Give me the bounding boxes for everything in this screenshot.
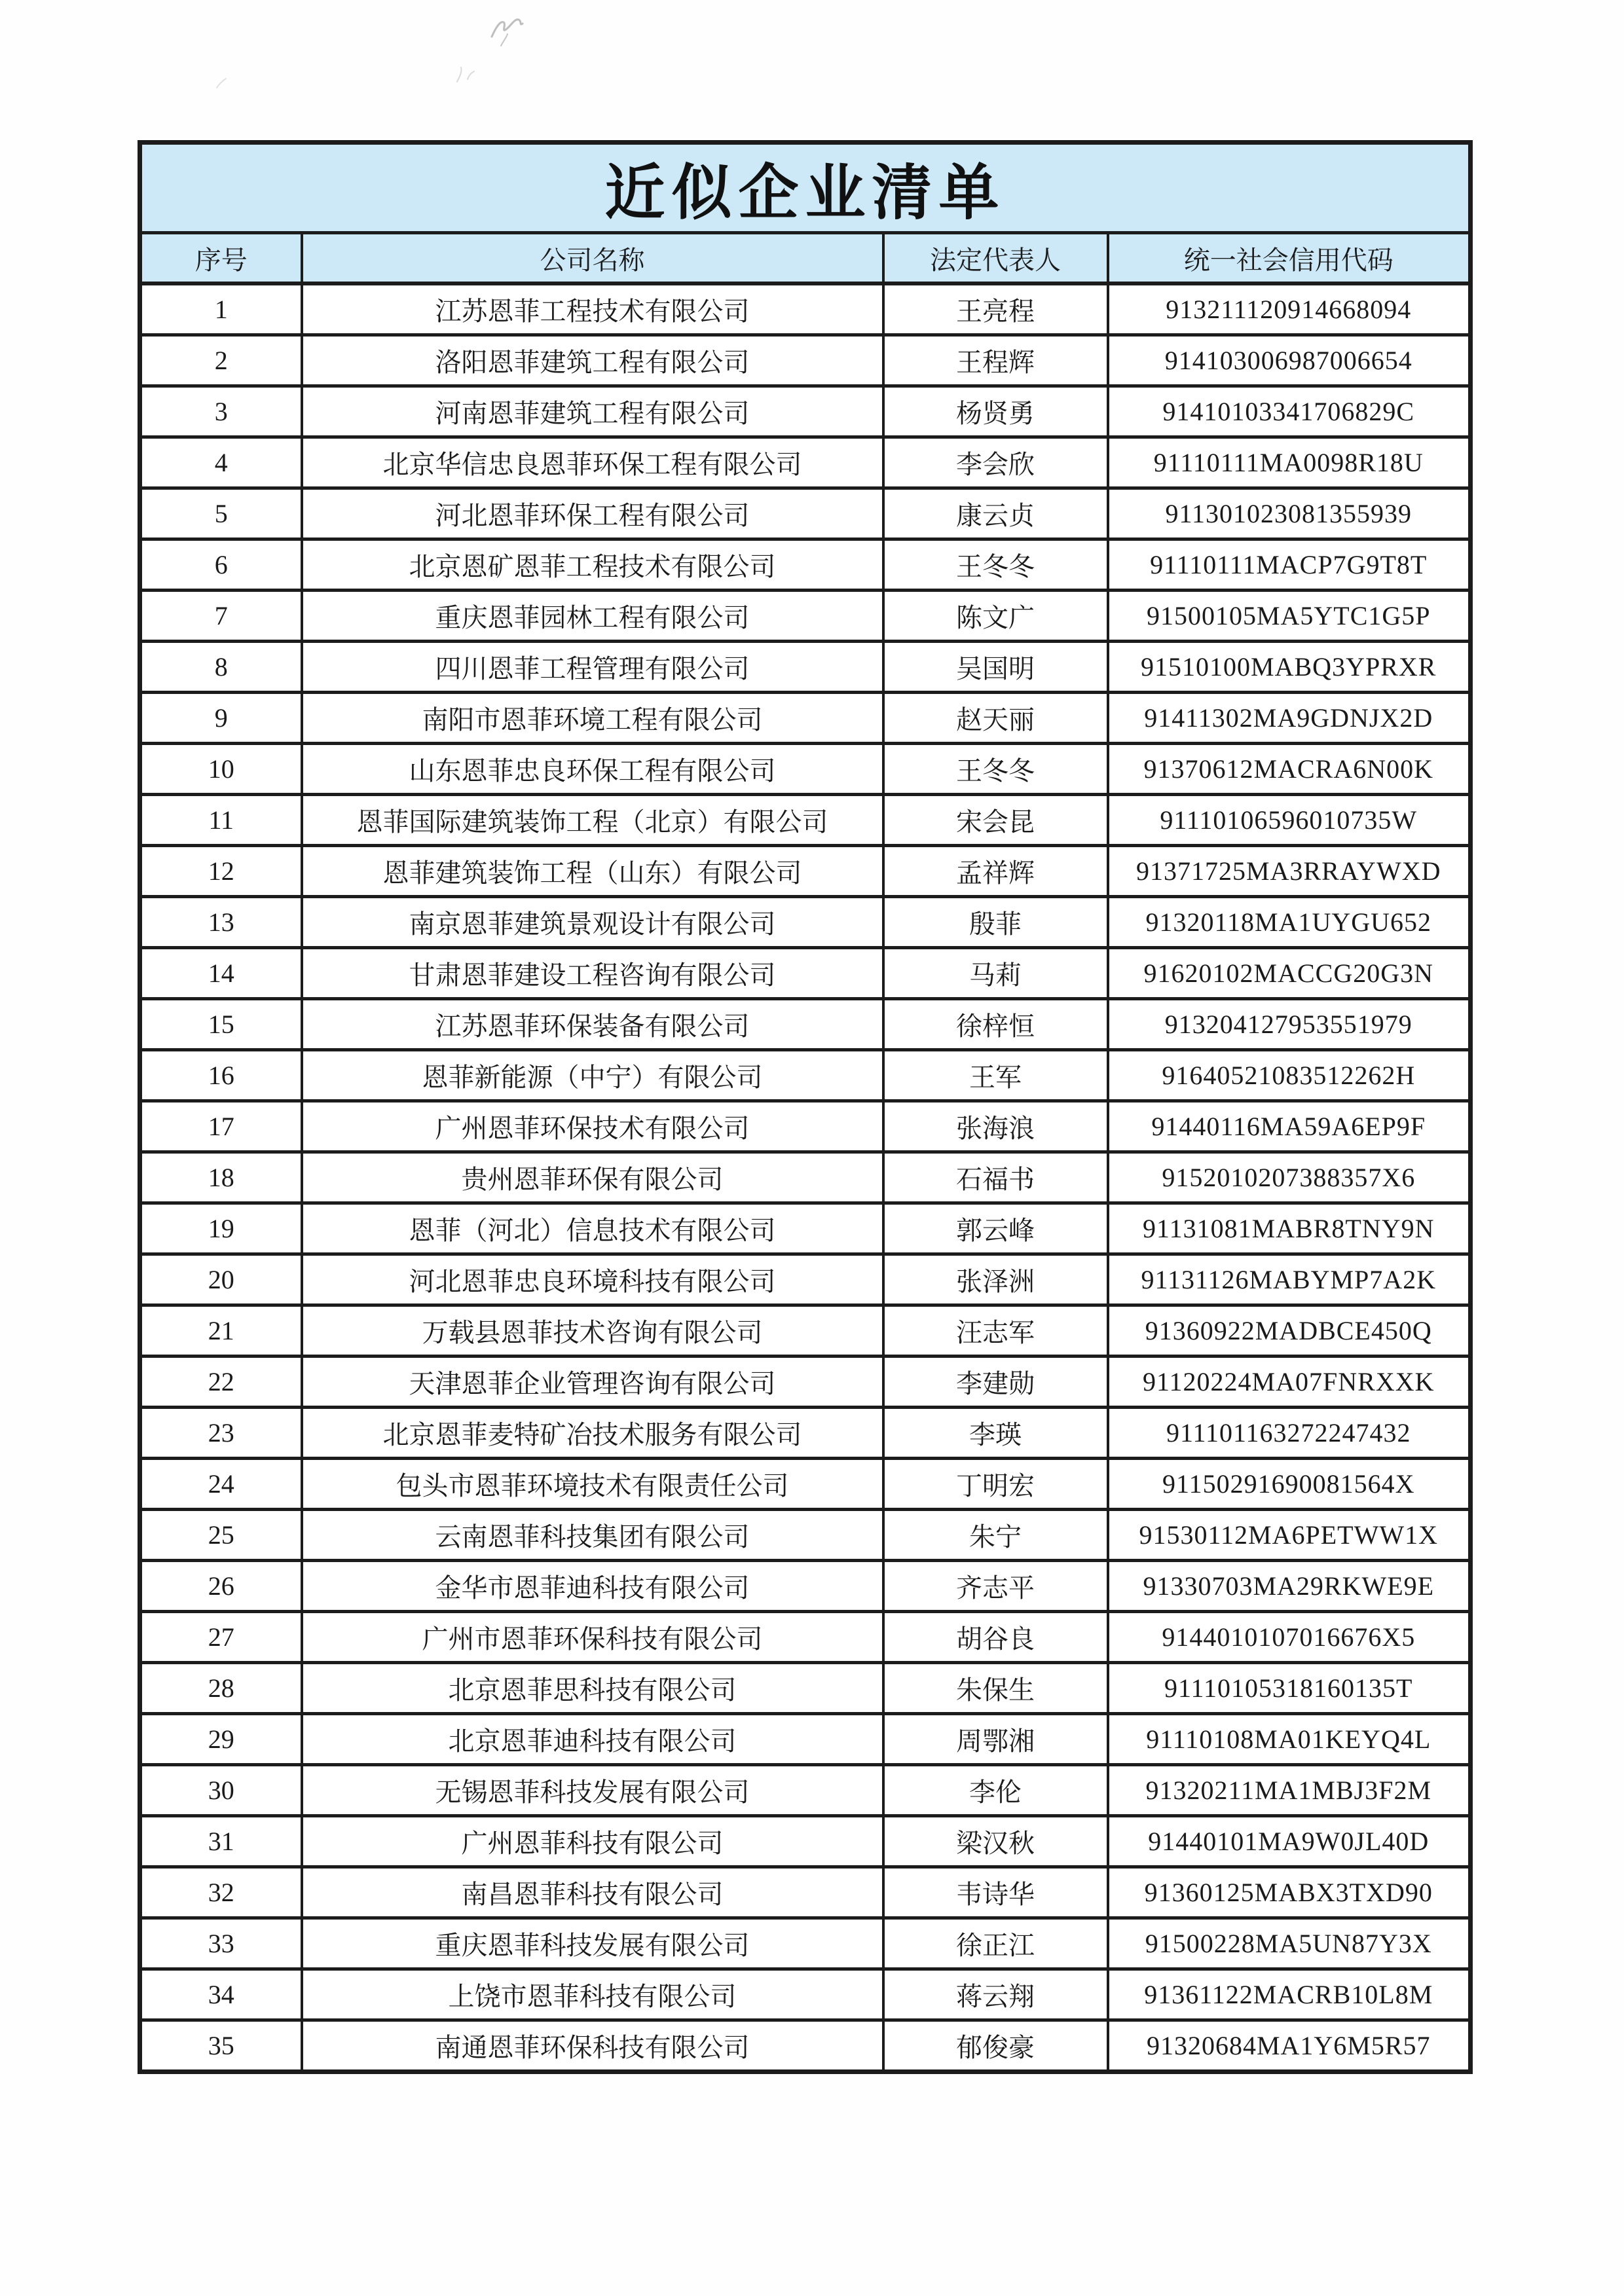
cell-credit-code: 91360922MADBCE450Q	[1108, 1305, 1471, 1357]
cell-company: 山东恩菲忠良环保工程有限公司	[302, 744, 883, 795]
table-body	[140, 283, 1471, 2072]
table-row	[140, 1357, 1471, 1408]
cell-credit-code: 91370612MACRA6N00K	[1108, 744, 1471, 795]
cell-serial: 28	[140, 1663, 302, 1714]
cell-legal-rep: 赵天丽	[883, 693, 1108, 744]
cell-legal-rep: 石福书	[883, 1152, 1108, 1203]
cell-credit-code: 91371725MA3RRAYWXD	[1108, 846, 1471, 897]
table-row	[140, 999, 1471, 1050]
table-row	[140, 1408, 1471, 1459]
table-row	[140, 1765, 1471, 1816]
cell-credit-code: 91360125MABX3TXD90	[1108, 1867, 1471, 1918]
table-row	[140, 1254, 1471, 1305]
cell-legal-rep: 朱保生	[883, 1663, 1108, 1714]
cell-serial: 30	[140, 1765, 302, 1816]
cell-company: 北京华信忠良恩菲环保工程有限公司	[302, 437, 883, 488]
table-row	[140, 1918, 1471, 1969]
cell-credit-code: 9144010107016676X5	[1108, 1612, 1471, 1663]
cell-serial: 35	[140, 2020, 302, 2072]
table-row	[140, 1459, 1471, 1510]
cell-serial: 4	[140, 437, 302, 488]
cell-legal-rep: 郭云峰	[883, 1203, 1108, 1254]
cell-serial: 10	[140, 744, 302, 795]
cell-legal-rep: 朱宁	[883, 1510, 1108, 1561]
cell-serial: 5	[140, 488, 302, 539]
cell-legal-rep: 张泽洲	[883, 1254, 1108, 1305]
cell-company: 北京恩菲迪科技有限公司	[302, 1714, 883, 1765]
table-row	[140, 1561, 1471, 1612]
cell-credit-code: 91500228MA5UN87Y3X	[1108, 1918, 1471, 1969]
cell-credit-code: 91330703MA29RKWE9E	[1108, 1561, 1471, 1612]
cell-credit-code: 91500105MA5YTC1G5P	[1108, 591, 1471, 642]
cell-serial: 23	[140, 1408, 302, 1459]
cell-serial: 12	[140, 846, 302, 897]
cell-legal-rep: 周鄂湘	[883, 1714, 1108, 1765]
cell-company: 贵州恩菲环保有限公司	[302, 1152, 883, 1203]
cell-legal-rep: 丁明宏	[883, 1459, 1108, 1510]
cell-serial: 16	[140, 1050, 302, 1101]
table-row	[140, 1867, 1471, 1918]
cell-company: 南通恩菲环保科技有限公司	[302, 2020, 883, 2072]
cell-company: 广州市恩菲环保科技有限公司	[302, 1612, 883, 1663]
cell-credit-code: 91120224MA07FNRXXK	[1108, 1357, 1471, 1408]
cell-legal-rep: 韦诗华	[883, 1867, 1108, 1918]
table-row	[140, 283, 1471, 335]
cell-credit-code: 91620102MACCG20G3N	[1108, 948, 1471, 999]
cell-serial: 1	[140, 283, 302, 335]
cell-legal-rep: 汪志军	[883, 1305, 1108, 1357]
cell-company: 洛阳恩菲建筑工程有限公司	[302, 335, 883, 386]
similar-enterprises-table	[138, 140, 1473, 2074]
cell-serial: 18	[140, 1152, 302, 1203]
cell-credit-code: 911301023081355939	[1108, 488, 1471, 539]
cell-credit-code: 91131126MABYMP7A2K	[1108, 1254, 1471, 1305]
table-row	[140, 539, 1471, 591]
cell-company: 广州恩菲环保技术有限公司	[302, 1101, 883, 1152]
cell-company: 重庆恩菲园林工程有限公司	[302, 591, 883, 642]
cell-serial: 14	[140, 948, 302, 999]
cell-legal-rep: 吴国明	[883, 642, 1108, 693]
table-row	[140, 488, 1471, 539]
table-row	[140, 693, 1471, 744]
cell-credit-code: 91131081MABR8TNY9N	[1108, 1203, 1471, 1254]
cell-company: 南京恩菲建筑景观设计有限公司	[302, 897, 883, 948]
cell-serial: 26	[140, 1561, 302, 1612]
cell-company: 甘肃恩菲建设工程咨询有限公司	[302, 948, 883, 999]
cell-serial: 29	[140, 1714, 302, 1765]
cell-company: 南昌恩菲科技有限公司	[302, 1867, 883, 1918]
pencil-smudge	[488, 12, 534, 51]
table-header-row	[140, 233, 1471, 284]
col-header-legal-rep: 法定代表人	[883, 233, 1108, 284]
cell-legal-rep: 马莉	[883, 948, 1108, 999]
cell-serial: 7	[140, 591, 302, 642]
cell-company: 北京恩菲麦特矿冶技术服务有限公司	[302, 1408, 883, 1459]
cell-serial: 19	[140, 1203, 302, 1254]
cell-legal-rep: 李瑛	[883, 1408, 1108, 1459]
table-row	[140, 1816, 1471, 1867]
cell-company: 河北恩菲环保工程有限公司	[302, 488, 883, 539]
cell-legal-rep: 王程辉	[883, 335, 1108, 386]
cell-serial: 34	[140, 1969, 302, 2020]
pencil-smudge	[213, 73, 232, 93]
cell-company: 天津恩菲企业管理咨询有限公司	[302, 1357, 883, 1408]
cell-company: 河北恩菲忠良环境科技有限公司	[302, 1254, 883, 1305]
table-row	[140, 795, 1471, 846]
cell-company: 恩菲国际建筑装饰工程（北京）有限公司	[302, 795, 883, 846]
cell-credit-code: 91320118MA1UYGU652	[1108, 897, 1471, 948]
cell-credit-code: 91440116MA59A6EP9F	[1108, 1101, 1471, 1152]
cell-legal-rep: 张海浪	[883, 1101, 1108, 1152]
cell-company: 云南恩菲科技集团有限公司	[302, 1510, 883, 1561]
cell-credit-code: 91411302MA9GDNJX2D	[1108, 693, 1471, 744]
cell-company: 无锡恩菲科技发展有限公司	[302, 1765, 883, 1816]
cell-company: 南阳市恩菲环境工程有限公司	[302, 693, 883, 744]
table-row	[140, 437, 1471, 488]
cell-legal-rep: 孟祥辉	[883, 846, 1108, 897]
cell-serial: 8	[140, 642, 302, 693]
col-header-company: 公司名称	[302, 233, 883, 284]
cell-credit-code: 91440101MA9W0JL40D	[1108, 1816, 1471, 1867]
cell-serial: 32	[140, 1867, 302, 1918]
table-row	[140, 846, 1471, 897]
cell-company: 江苏恩菲环保装备有限公司	[302, 999, 883, 1050]
table-row	[140, 2020, 1471, 2072]
cell-legal-rep: 杨贤勇	[883, 386, 1108, 437]
cell-serial: 9	[140, 693, 302, 744]
cell-credit-code: 913211120914668094	[1108, 283, 1471, 335]
cell-credit-code: 91110108MA01KEYQ4L	[1108, 1714, 1471, 1765]
cell-credit-code: 9152010207388357X6	[1108, 1152, 1471, 1203]
cell-credit-code: 91110111MACP7G9T8T	[1108, 539, 1471, 591]
cell-serial: 6	[140, 539, 302, 591]
cell-company: 北京恩矿恩菲工程技术有限公司	[302, 539, 883, 591]
cell-credit-code: 91510100MABQ3YPRXR	[1108, 642, 1471, 693]
cell-credit-code: 91110111MA0098R18U	[1108, 437, 1471, 488]
cell-serial: 13	[140, 897, 302, 948]
cell-serial: 21	[140, 1305, 302, 1357]
pencil-smudge	[452, 62, 478, 88]
cell-serial: 31	[140, 1816, 302, 1867]
cell-serial: 3	[140, 386, 302, 437]
cell-serial: 15	[140, 999, 302, 1050]
cell-legal-rep: 齐志平	[883, 1561, 1108, 1612]
cell-company: 恩菲建筑装饰工程（山东）有限公司	[302, 846, 883, 897]
cell-serial: 17	[140, 1101, 302, 1152]
cell-credit-code: 91361122MACRB10L8M	[1108, 1969, 1471, 2020]
cell-credit-code: 91320211MA1MBJ3F2M	[1108, 1765, 1471, 1816]
cell-serial: 22	[140, 1357, 302, 1408]
table-row	[140, 1152, 1471, 1203]
table-row	[140, 1050, 1471, 1101]
cell-legal-rep: 宋会昆	[883, 795, 1108, 846]
table-row	[140, 744, 1471, 795]
table-row	[140, 948, 1471, 999]
col-header-serial: 序号	[140, 233, 302, 284]
cell-legal-rep: 徐梓恒	[883, 999, 1108, 1050]
table-row	[140, 1612, 1471, 1663]
cell-credit-code: 911101163272247432	[1108, 1408, 1471, 1459]
table-row	[140, 386, 1471, 437]
cell-company: 金华市恩菲迪科技有限公司	[302, 1561, 883, 1612]
table-row	[140, 1714, 1471, 1765]
cell-legal-rep: 王亮程	[883, 283, 1108, 335]
table-row	[140, 1101, 1471, 1152]
cell-company: 河南恩菲建筑工程有限公司	[302, 386, 883, 437]
cell-company: 万载县恩菲技术咨询有限公司	[302, 1305, 883, 1357]
cell-serial: 2	[140, 335, 302, 386]
cell-company: 重庆恩菲科技发展有限公司	[302, 1918, 883, 1969]
cell-company: 江苏恩菲工程技术有限公司	[302, 283, 883, 335]
cell-serial: 25	[140, 1510, 302, 1561]
cell-credit-code: 91110105318160135T	[1108, 1663, 1471, 1714]
table-row	[140, 1663, 1471, 1714]
cell-legal-rep: 陈文广	[883, 591, 1108, 642]
cell-legal-rep: 王军	[883, 1050, 1108, 1101]
cell-credit-code: 91110106596010735W	[1108, 795, 1471, 846]
cell-company: 四川恩菲工程管理有限公司	[302, 642, 883, 693]
cell-legal-rep: 蒋云翔	[883, 1969, 1108, 2020]
cell-company: 广州恩菲科技有限公司	[302, 1816, 883, 1867]
cell-legal-rep: 王冬冬	[883, 744, 1108, 795]
cell-serial: 33	[140, 1918, 302, 1969]
cell-legal-rep: 康云贞	[883, 488, 1108, 539]
cell-serial: 20	[140, 1254, 302, 1305]
cell-credit-code: 91410103341706829C	[1108, 386, 1471, 437]
cell-legal-rep: 李建勋	[883, 1357, 1108, 1408]
cell-legal-rep: 殷菲	[883, 897, 1108, 948]
cell-legal-rep: 梁汉秋	[883, 1816, 1108, 1867]
table-row	[140, 1305, 1471, 1357]
cell-credit-code: 913204127953551979	[1108, 999, 1471, 1050]
table-row	[140, 1203, 1471, 1254]
table-row	[140, 1510, 1471, 1561]
cell-serial: 27	[140, 1612, 302, 1663]
cell-serial: 24	[140, 1459, 302, 1510]
table-row	[140, 897, 1471, 948]
page-title: 近似企业清单	[140, 143, 1471, 233]
cell-credit-code: 91150291690081564X	[1108, 1459, 1471, 1510]
cell-serial: 11	[140, 795, 302, 846]
table-row	[140, 591, 1471, 642]
cell-company: 恩菲（河北）信息技术有限公司	[302, 1203, 883, 1254]
cell-legal-rep: 王冬冬	[883, 539, 1108, 591]
cell-credit-code: 91640521083512262H	[1108, 1050, 1471, 1101]
cell-legal-rep: 李伦	[883, 1765, 1108, 1816]
cell-credit-code: 91530112MA6PETWW1X	[1108, 1510, 1471, 1561]
cell-legal-rep: 郁俊豪	[883, 2020, 1108, 2072]
col-header-credit-code: 统一社会信用代码	[1108, 233, 1471, 284]
cell-company: 上饶市恩菲科技有限公司	[302, 1969, 883, 2020]
table-row	[140, 642, 1471, 693]
cell-legal-rep: 徐正江	[883, 1918, 1108, 1969]
table-row	[140, 1969, 1471, 2020]
cell-legal-rep: 胡谷良	[883, 1612, 1108, 1663]
cell-legal-rep: 李会欣	[883, 437, 1108, 488]
cell-credit-code: 91320684MA1Y6M5R57	[1108, 2020, 1471, 2072]
cell-company: 北京恩菲思科技有限公司	[302, 1663, 883, 1714]
table-row	[140, 335, 1471, 386]
cell-credit-code: 914103006987006654	[1108, 335, 1471, 386]
cell-company: 恩菲新能源（中宁）有限公司	[302, 1050, 883, 1101]
table-title-row	[140, 143, 1471, 233]
cell-company: 包头市恩菲环境技术有限责任公司	[302, 1459, 883, 1510]
